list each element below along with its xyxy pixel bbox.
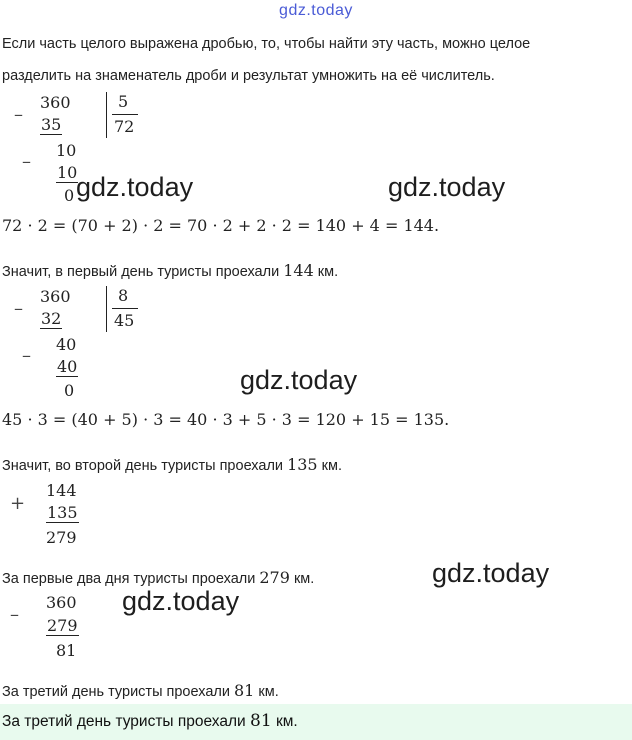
subtrahend: 32 — [41, 309, 62, 328]
answer-text: За третий день туристы проехали — [2, 713, 246, 730]
divisor-line — [112, 308, 138, 309]
result-value: 144 — [283, 261, 314, 280]
watermark: gdz.today — [432, 558, 550, 588]
result-day-3 — [2, 681, 279, 700]
result-value: 279 — [259, 568, 290, 587]
watermark: gdz.today — [388, 172, 506, 202]
minus-sign: – — [10, 604, 19, 625]
divisor: 8 — [118, 286, 129, 305]
calculation-2: 45 · 3 = (40 + 5) · 3 = 40 · 3 + 5 · 3 = 120 + 15 = 135. — [2, 410, 450, 429]
minus-sign: – — [22, 151, 31, 172]
result-day-2 — [2, 455, 342, 474]
result-text: За третий день туристы проехали — [2, 684, 230, 700]
calculation-1: 72 · 2 = (70 + 2) · 2 = 70 · 2 + 2 · 2 = 140 + 4 = 144. — [2, 216, 440, 235]
intro-line-1: Если часть целого выражена дробью, то, чтобы найти эту часть, можно целое — [2, 36, 531, 52]
difference: 81 — [56, 641, 77, 660]
subtrahend: 10 — [57, 163, 78, 182]
result-value: 135 — [287, 455, 318, 474]
remainder: 40 — [56, 335, 77, 354]
result-unit: км. — [293, 571, 315, 587]
answer — [2, 711, 298, 731]
divisor-line — [112, 114, 138, 115]
division-bar — [106, 286, 107, 332]
answer-value: 81 — [250, 711, 272, 731]
addend: 135 — [47, 503, 78, 522]
result-unit: км. — [321, 458, 342, 474]
site-header: gdz.today — [279, 2, 353, 19]
quotient: 45 — [114, 311, 135, 330]
minus-sign: – — [22, 345, 31, 366]
subtrahend: 40 — [57, 357, 78, 376]
divisor: 5 — [118, 92, 129, 111]
result-two-days — [2, 568, 314, 587]
result-text: Значит, во второй день туристы проехали — [2, 458, 284, 474]
dividend: 360 — [40, 93, 71, 112]
remainder: 0 — [64, 186, 75, 205]
result-value: 81 — [234, 681, 255, 700]
intro-line-2: разделить на знаменатель дроби и результат умножить на её числитель. — [2, 68, 495, 84]
quotient: 72 — [114, 117, 135, 136]
answer-unit: км. — [275, 713, 298, 730]
result-unit: км. — [258, 684, 279, 700]
watermark: gdz.today — [122, 586, 240, 616]
plus-sign: + — [10, 493, 26, 514]
remainder: 0 — [64, 381, 75, 400]
minuend: 360 — [46, 593, 77, 612]
subtrahend: 35 — [41, 115, 62, 134]
watermark: gdz.today — [240, 365, 358, 395]
result-text: Значит, в первый день туристы проехали — [2, 264, 280, 280]
subtrahend: 279 — [47, 616, 78, 635]
addend: 144 — [46, 481, 77, 500]
remainder: 10 — [56, 141, 77, 160]
dividend: 360 — [40, 287, 71, 306]
result-text: За первые два дня туристы проехали — [2, 571, 256, 587]
sum: 279 — [46, 528, 77, 547]
minus-sign: – — [14, 298, 23, 319]
minus-sign: – — [14, 104, 23, 125]
result-day-1 — [2, 261, 338, 280]
result-unit: км. — [317, 264, 339, 280]
watermark: gdz.today — [76, 172, 194, 202]
division-bar — [106, 92, 107, 138]
